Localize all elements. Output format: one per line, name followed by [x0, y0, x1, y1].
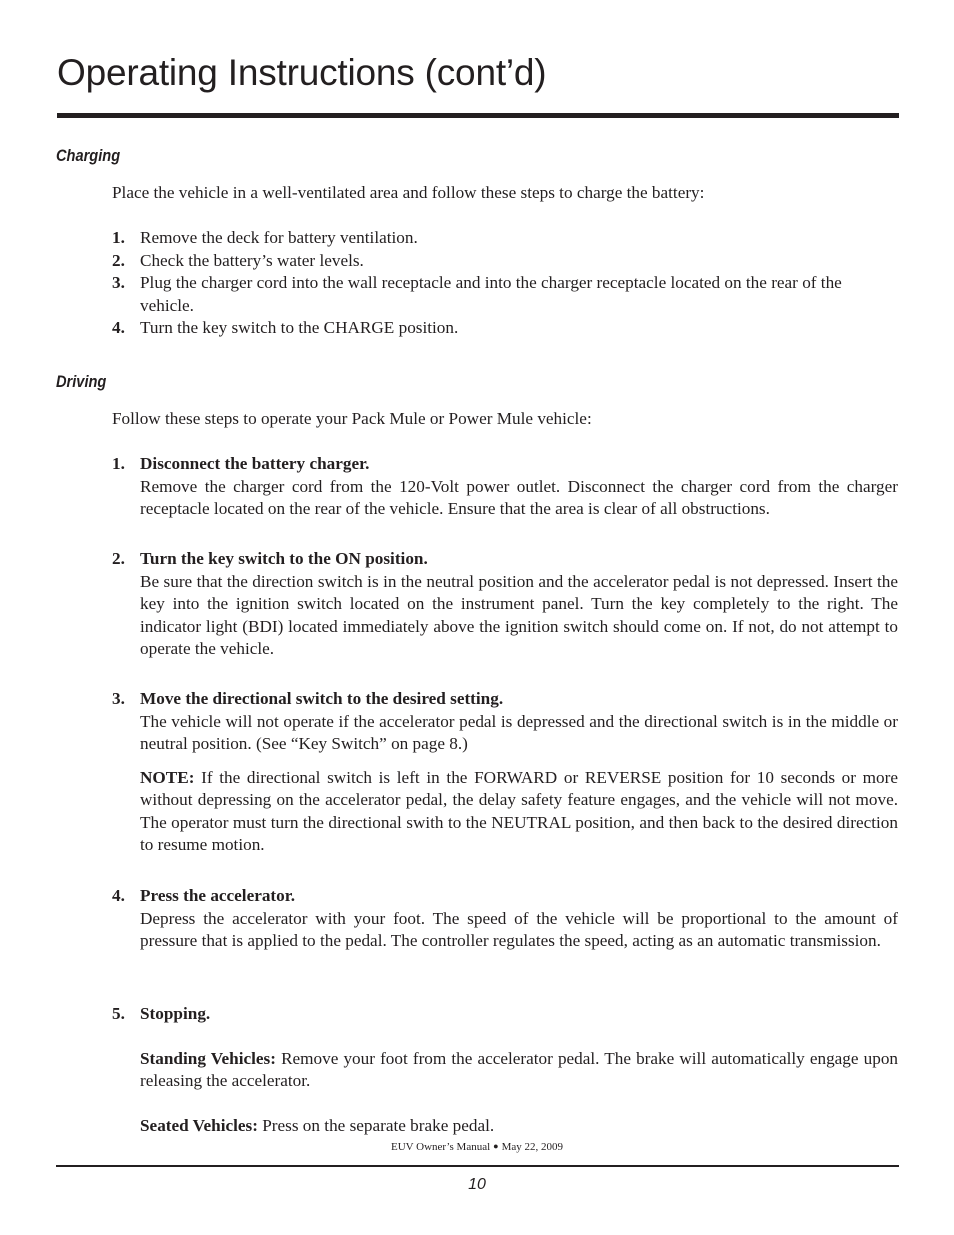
step-title: Stopping. — [140, 1004, 211, 1023]
step-text: Check the battery’s water levels. — [140, 250, 364, 270]
charging-heading: Charging — [56, 146, 121, 165]
driving-step — [112, 885, 898, 953]
step-body: Remove the charger cord from the 120-Volt power outlet. Disconnect the charger cord from the charger receptacle located on the rear of the vehicle. Ensure that the area is clear of all obstructions. — [140, 476, 898, 518]
charging-step — [112, 250, 898, 273]
step-title: Turn the key switch to the ON position. — [140, 549, 428, 568]
charging-step — [112, 317, 898, 340]
step-title: Disconnect the battery charger. — [140, 454, 370, 473]
step-title: Press the accelerator. — [140, 886, 296, 905]
step-number: 3. — [112, 273, 125, 292]
charging-intro: Place the vehicle in a well-ventilated area and follow these steps to charge the battery: — [112, 183, 705, 202]
driving-step — [112, 453, 898, 521]
step-number: 2. — [112, 250, 125, 270]
note-text: If the directional switch is left in the FORWARD or REVERSE position for 10 seconds or more without depressing on the accelerator pedal, the delay safety feature engages, and the vehicle will not move. The operator must turn the directional swith to the NEUTRAL position, and then back to the desired direction to resume motion. — [140, 767, 898, 854]
page-number: 10 — [468, 1176, 486, 1193]
note-paragraph — [140, 767, 898, 857]
standing-text: Remove your foot from the accelerator pedal. The brake will automatically engage upon releasing the accelerator. — [140, 1048, 899, 1090]
page-title: Operating Instructions (cont’d) — [57, 52, 547, 93]
title-rule — [57, 113, 899, 118]
note-label: NOTE: — [140, 767, 195, 787]
driving-intro: Follow these steps to operate your Pack Mule or Power Mule vehicle: — [112, 409, 592, 428]
charging-step — [112, 227, 898, 250]
step-number: 3. — [112, 689, 125, 708]
step-title: Move the directional switch to the desired setting. — [140, 689, 504, 708]
driving-step — [112, 548, 898, 661]
step-number: 4. — [112, 318, 125, 337]
seated-label: Seated Vehicles: — [140, 1115, 258, 1135]
step-number: 1. — [112, 454, 125, 473]
footer-manual-title: EUV Owner’s Manual — [390, 1141, 491, 1153]
driving-step — [112, 688, 898, 857]
footer-manual-info — [0, 1139, 954, 1154]
step-number: 5. — [112, 1004, 125, 1023]
footer-date: May 22, 2009 — [501, 1141, 564, 1153]
step-body: Depress the accelerator with your foot. The speed of the vehicle will be proportional to the amount of pressure that is applied to the pedal. The controller regulates the speed, acting as an automatic transmission. — [140, 908, 898, 950]
driving-step — [112, 1003, 898, 1137]
charging-steps — [112, 227, 898, 340]
seated-paragraph — [140, 1115, 898, 1138]
step-text: Turn the key switch to the CHARGE position. — [140, 318, 459, 337]
step-text: Plug the charger cord into the wall receptacle and into the charger receptacle located on the rear of the vehicle. — [140, 273, 842, 315]
step-number: 4. — [112, 886, 125, 905]
charging-step — [112, 272, 898, 317]
footer-rule — [56, 1165, 899, 1167]
step-number: 2. — [112, 549, 125, 568]
seated-text: Press on the separate brake pedal. — [257, 1115, 495, 1135]
standing-paragraph — [140, 1048, 898, 1093]
step-text: Remove the deck for battery ventilation. — [140, 228, 418, 247]
step-body: The vehicle will not operate if the accelerator pedal is depressed and the directional switch is in the middle or neutral position. (See “Key Switch” on page 8.) — [140, 711, 898, 753]
standing-label: Standing Vehicles: — [140, 1048, 276, 1068]
step-body: Be sure that the direction switch is in the neutral position and the accelerator pedal is not depressed. Insert the key into the ignition switch located on the instrument panel. Turn the key completely to the right. The indicator light (BDI) located immediately above the ignition switch should come on. If not, do not attempt to operate the vehicle. — [140, 571, 898, 658]
driving-heading: Driving — [56, 372, 107, 391]
step-number: 1. — [112, 228, 125, 247]
bullet-icon: ● — [493, 1141, 499, 1151]
